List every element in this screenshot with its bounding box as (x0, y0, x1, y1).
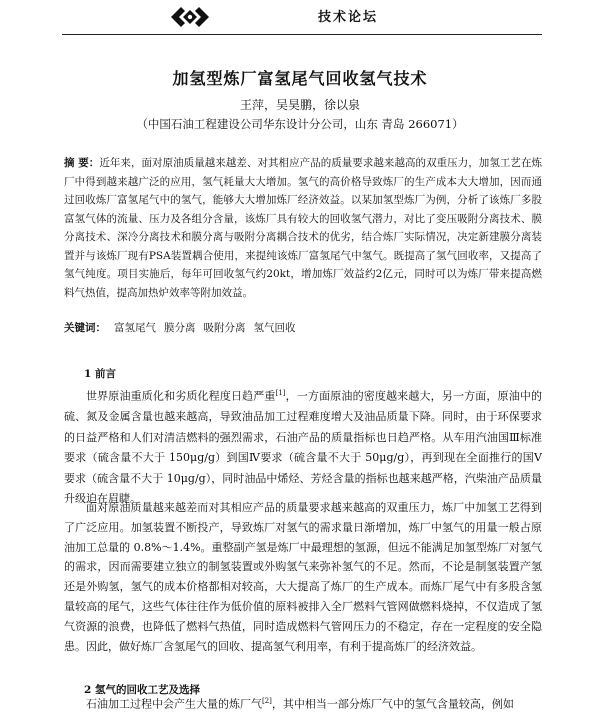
section-tag: 技术论坛 (318, 10, 379, 25)
running-header (0, 0, 600, 32)
header-rule (62, 34, 542, 35)
keywords-label: 关键词： (64, 322, 106, 334)
article-affiliation: （中国石油工程建设公司华东设计分公司，山东 青岛 266071） (136, 117, 464, 131)
abstract-label: 摘 要： (64, 157, 100, 169)
keywords (64, 320, 542, 335)
abstract-text: 近年来，面对原油质量越来越差、对其相应产品的质量要求越来越高的双重压力，加氢工艺在炼厂中得到越来越广泛的应用，氢气耗量大大增加。氢气的高价格导致炼厂的生产成本大大增加，因而通过回收炼厂富氢尾气中的氢气，能够大大增加炼厂经济效益。以某加氢型炼厂为例，分析了该炼厂多股富氢气体的流量、压力及各组分含量，该炼厂具有较大的回收氢气潜力，对比了变压吸附分离技术、膜分离技术、深冷分离技术和膜分离与吸附分离耦合技术的优劣，结合炼厂实际情况，决定新建膜分离装置并与该炼厂现有PSA装置耦合使用，来提纯该炼厂富氢尾气中氢气。既提高了氢气回收率，又提高了氢气纯度。项目实施后，每年可回收氢气约20kt，增加炼厂效益约2亿元，同时可以为炼厂带来提高燃料气热值，提高加热炉效率等附加效益。 (64, 157, 543, 299)
article-authors: 王萍，吴昊鹏，徐以泉 (239, 98, 360, 112)
body-paragraph: 面对原油质量越来越差而对其相应产品的质量要求越来越高的双重压力，炼厂中加氢工艺得到了广泛应用。加氢装置不断投产，导致炼厂对氢气的需求量日渐增加，炼厂中氢气的用量一般占原油加工总量的 0.8%～1.4%。重整副产氢是炼厂中最理想的氢源，但远不能满足加氢型炼厂对氢气的需求，因而需要建立独立的制氢装置或外购氢气来弥补氢气的不足。然而，不论是制氢装置产氢还是外购氢，氢气的成本价格都相对较高，大大提高了炼厂的生产成本。而炼厂尾气中有多股含氢量较高的尾气，这些气体往往作为低价值的原料被排入全厂燃料气管网做燃料烧掉，不仅造成了氢气资源的浪费，也降低了燃料气热值，同时造成燃料气管网压力的不稳定，存在一定程度的安全隐患。因此，做好炼厂含氢尾气的回收、提高氢气利用率，有利于提高炼厂的经济效益。 (64, 501, 542, 653)
section-heading-hydrogen-recovery: 2 氢气的回收工艺及选择 (84, 684, 200, 696)
article-title: 加氢型炼厂富氢尾气回收氢气技术 (172, 69, 428, 88)
citation: [2] (262, 697, 272, 705)
keyword: 吸附分离 (203, 322, 246, 334)
body-paragraph: 世界原油重质化和劣质化程度日趋严重[1]，一方面原油的密度越来越大，另一方面，原油中的硫、氮及金属含量也越来越高，导致油品加工过程难度增大及油品质量下降。同时，由于环保要求的日益严格和人们对清洁燃料的强烈需求，石油产品的质量指标也日趋严格。从车用汽油国Ⅲ标准要求（硫含量不大于 150μg/g）到国Ⅳ要求（硫含量不大于 50μg/g），再到现在全面推行的国Ⅴ要求（硫含量不大于 10μg/g），同时油品中烯烃、芳烃含量的指标也越来越严格，汽柴油产品质量升级迫在眉睫。 (64, 389, 543, 506)
citation: [1] (275, 389, 286, 397)
abstract (64, 154, 542, 302)
keyword: 富氢尾气 (114, 322, 156, 334)
journal-logo-icon (167, 4, 213, 30)
body-paragraph: 石油加工过程中会产生大量的炼厂气[2]，其中相当一部分炼厂气中的氢气含量较高，例如 (86, 697, 514, 711)
section-heading-introduction: 1 前言 (84, 368, 116, 380)
keyword: 氢气回收 (253, 322, 296, 334)
keyword: 膜分离 (164, 322, 196, 334)
